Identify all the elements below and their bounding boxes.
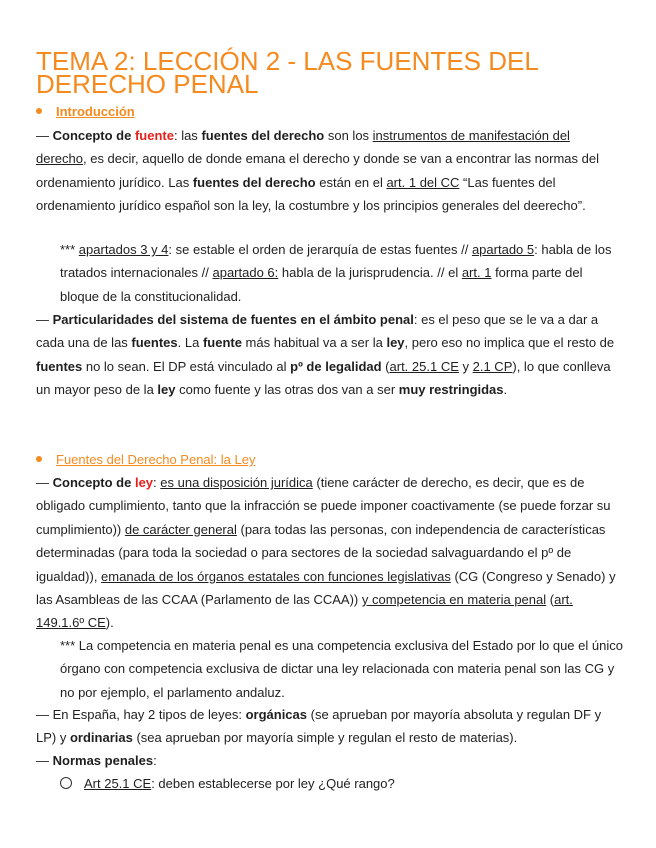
text: ( — [546, 592, 555, 608]
text: (CG (Congreso y Senado) y las Asambleas de las CCAA (Parlamento de las CCAA)) — [36, 568, 616, 608]
underlined-text: art. 1 del CC — [386, 174, 460, 190]
bullet-dot-icon — [36, 456, 42, 462]
dash: — — [36, 128, 53, 143]
text: (sea aprueban por mayoría simple y regulan el resto de materias). — [132, 730, 518, 746]
text: y — [458, 358, 473, 374]
text: “Las fuentes del ordenamiento jurídico español son la ley, la costumbre y los principios generales del deerecho”. — [36, 174, 586, 214]
text: (para todas las personas, con independencia de características determinadas (para toda la sociedad o para sectores de la sociedad salvaguardando el pº de igualdad)), — [36, 521, 606, 584]
paragraph-particularidades — [36, 308, 624, 402]
text: — En España, hay 2 tipos de leyes: — [36, 707, 246, 722]
text: . La — [177, 335, 203, 351]
underlined-text: apartado 6: — [212, 265, 279, 281]
section-heading-text: Introducción — [56, 104, 135, 119]
hollow-circle-bullet-icon — [60, 777, 72, 789]
text: forma parte del bloque de la constitucionalidad. — [60, 265, 583, 304]
text: : — [153, 753, 157, 768]
dash: — — [36, 475, 53, 490]
text: : — [153, 475, 161, 490]
text: Concepto de — [52, 128, 135, 143]
text: habla de la jurisprudencia. // el — [278, 265, 462, 281]
text: *** — [60, 242, 79, 257]
underlined-text: art. 1 — [461, 265, 492, 281]
underlined-text: 2.1 CP — [472, 358, 513, 374]
text: . — [503, 382, 508, 398]
text: pº de legalidad — [290, 358, 382, 374]
text: más habitual va a ser la — [241, 335, 387, 351]
text: : las — [173, 128, 202, 143]
bullet-dot-icon — [36, 108, 42, 114]
text: Normas penales — [52, 753, 154, 768]
underlined-text: es una disposición jurídica — [160, 475, 313, 490]
text: fuentes — [36, 358, 83, 374]
dash: — — [36, 753, 53, 768]
underlined-text: emanada de los órganos estatales con funciones legislativas — [101, 568, 451, 584]
text: ordinarias — [69, 730, 133, 746]
note-competencia: *** La competencia en materia penal es una competencia exclusiva del Estado por lo que el único órgano con competencia exclusiva de dictar una ley relacionada con materia penal son las CG y no por ejemplo, el parlamento andaluz. — [60, 638, 623, 700]
paragraph-tipos-leyes — [36, 703, 624, 750]
text: : es el peso que se le va a dar a cada una de las — [36, 312, 599, 351]
page-title: TEMA 2: LECCIÓN 2 - LAS FUENTES DEL DERECHO PENAL — [36, 46, 538, 99]
paragraph-normas-penales — [36, 749, 624, 772]
dash: — — [36, 312, 53, 327]
text: orgánicas — [245, 707, 307, 722]
text: Concepto de — [52, 475, 135, 490]
underlined-text: apartado 5 — [471, 242, 535, 257]
list-item-art-25-1 — [60, 772, 648, 795]
section-heading-introduccion — [36, 100, 624, 123]
text: como fuente y las otras dos van a ser — [175, 382, 399, 398]
keyword: fuente — [134, 128, 174, 143]
note-apartados — [60, 238, 624, 308]
underlined-text: de carácter general — [124, 521, 237, 537]
text: , es decir, aquello de donde emana el derecho y donde se van a encontrar las normas del ordenamiento jurídico. Las — [36, 151, 599, 190]
text: : deben establecerse por ley ¿Qué rango? — [151, 776, 395, 791]
section-heading-text: Fuentes del Derecho Penal: la Ley — [56, 452, 256, 467]
text: : habla de los tratados internacionales // — [60, 242, 612, 281]
text: ). — [105, 615, 114, 631]
paragraph-concepto-ley — [36, 471, 624, 635]
text: : se estable el orden de jerarquía de estas fuentes // — [168, 242, 472, 257]
underlined-text: art. 25.1 CE — [389, 358, 459, 374]
text: ( — [381, 358, 390, 374]
text: fuentes — [131, 335, 178, 351]
section-heading-la-ley — [36, 448, 624, 471]
underlined-text: instrumentos de manifestación del derecho — [36, 128, 570, 167]
text: fuente — [202, 335, 242, 351]
text: ), lo que conlleva un mayor peso de la — [36, 358, 611, 398]
underlined-text: Art 25.1 CE — [84, 776, 152, 791]
text: , pero eso no implica que el resto de — [404, 335, 615, 351]
text: ley — [386, 335, 405, 351]
text: Particularidades del sistema de fuentes en el ámbito penal — [52, 312, 414, 327]
text: ley — [157, 382, 176, 398]
text: (tiene carácter de derecho, es decir, que es de obligado cumplimiento, tanto que la infracción se puede imponer coactivamente (se puede forzar su cumplimiento)) — [36, 475, 611, 537]
text: están en el — [315, 174, 387, 190]
text: fuentes del derecho — [201, 128, 325, 143]
text: no lo sean. El DP está vinculado al — [82, 358, 291, 374]
text: muy restringidas — [398, 382, 504, 398]
text: (se aprueban por mayoría absoluta y regulan DF y LP) y — [36, 707, 602, 746]
text: fuentes del derecho — [192, 174, 316, 190]
underlined-text: y competencia en materia penal — [361, 592, 547, 608]
text: son los — [324, 128, 373, 143]
underlined-text: apartados 3 y 4 — [78, 242, 169, 257]
keyword: ley — [134, 475, 154, 490]
underlined-text: art. 149.1.6º CE — [36, 592, 573, 631]
paragraph-concepto-fuente — [36, 124, 624, 218]
